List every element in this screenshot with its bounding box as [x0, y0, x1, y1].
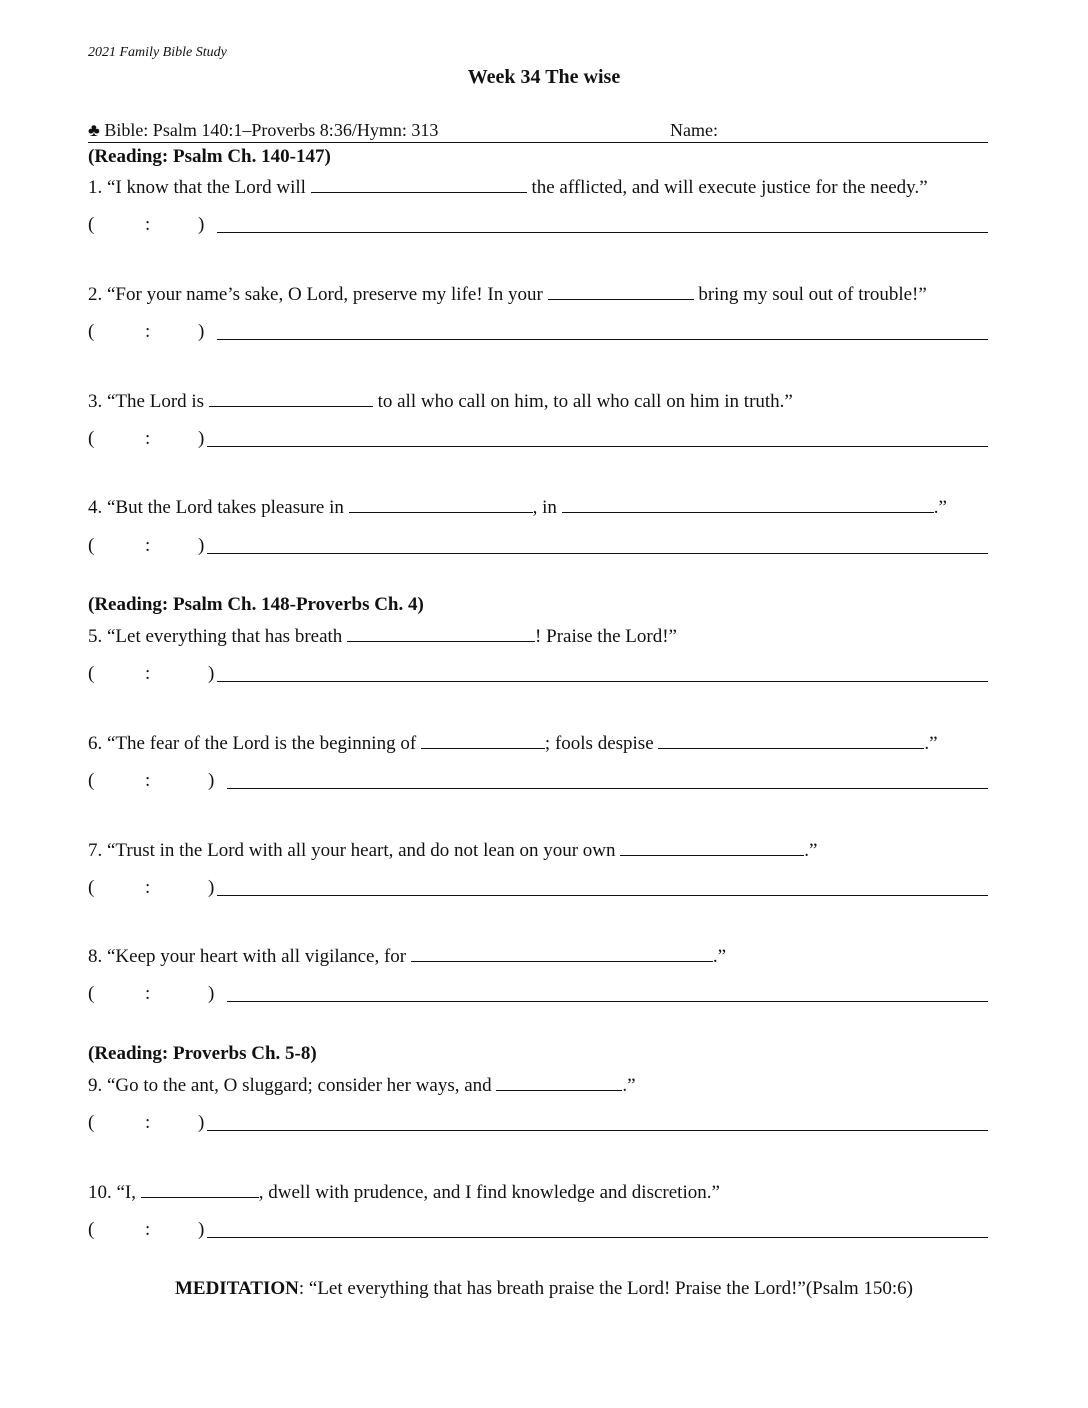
answer-blank[interactable] — [562, 498, 934, 513]
question-3: 3. “The Lord is to all who call on him, to all who call on him in truth.” — [88, 391, 793, 412]
answer-blank[interactable] — [141, 1183, 259, 1198]
question-8: 8. “Keep your heart with all vigilance, for .” — [88, 946, 727, 967]
question-2: 2. “For your name’s sake, O Lord, preserve my life! In your bring my soul out of trouble!” — [88, 284, 927, 305]
bible-reference: ♣ Bible: Psalm 140:1–Proverbs 8:36/Hymn: 313 — [88, 120, 439, 140]
page-title: Week 34 The wise — [467, 66, 621, 88]
study-title: 2021 Family Bible Study — [88, 45, 227, 60]
answer-blank[interactable] — [311, 178, 527, 193]
meditation — [0, 1278, 1088, 1300]
answer-blank[interactable] — [620, 841, 804, 856]
answer-blank[interactable] — [411, 947, 713, 962]
reference-line[interactable] — [217, 680, 988, 682]
answer-blank[interactable] — [496, 1076, 622, 1091]
reference-line[interactable] — [227, 1000, 988, 1002]
answer-blank[interactable] — [349, 498, 533, 513]
reference-line[interactable] — [217, 231, 988, 233]
question-9: 9. “Go to the ant, O sluggard; consider her ways, and .” — [88, 1075, 636, 1096]
question-6: 6. “The fear of the Lord is the beginning of ; fools despise .” — [88, 733, 938, 754]
name-label: Name: — [670, 120, 718, 140]
reference-line[interactable] — [207, 445, 988, 447]
question-text: 1. “I know that the Lord will — [88, 177, 311, 198]
reference-line[interactable] — [227, 787, 988, 789]
reference-line[interactable] — [217, 894, 988, 896]
reference-line[interactable] — [217, 338, 988, 340]
section-heading: (Reading: Proverbs Ch. 5-8) — [88, 1043, 317, 1064]
answer-blank[interactable] — [347, 627, 535, 642]
meditation-label: MEDITATION — [174, 1278, 299, 1299]
reference-line[interactable] — [207, 552, 988, 554]
answer-blank[interactable] — [658, 734, 924, 749]
section-heading: (Reading: Psalm Ch. 140-147) — [88, 146, 331, 167]
answer-blank[interactable] — [548, 285, 694, 300]
question-10: 10. “I, , dwell with prudence, and I find knowledge and discretion.” — [88, 1182, 720, 1203]
answer-blank[interactable] — [209, 392, 373, 407]
question-1 — [88, 177, 928, 199]
section-heading: (Reading: Psalm Ch. 148-Proverbs Ch. 4) — [88, 594, 424, 615]
reference-line[interactable] — [207, 1129, 988, 1131]
reference-line[interactable] — [207, 1236, 988, 1238]
question-5: 5. “Let everything that has breath ! Praise the Lord!” — [88, 626, 677, 647]
meditation-text: : “Let everything that has breath praise the Lord! Praise the Lord!”(Psalm 150:6) — [298, 1278, 913, 1299]
question-4: 4. “But the Lord takes pleasure in , in .” — [88, 497, 947, 518]
question-text: the afflicted, and will execute justice for the needy.” — [526, 177, 928, 198]
question-7: 7. “Trust in the Lord with all your heart, and do not lean on your own .” — [88, 840, 818, 861]
header-line — [88, 120, 988, 143]
answer-blank[interactable] — [421, 734, 545, 749]
